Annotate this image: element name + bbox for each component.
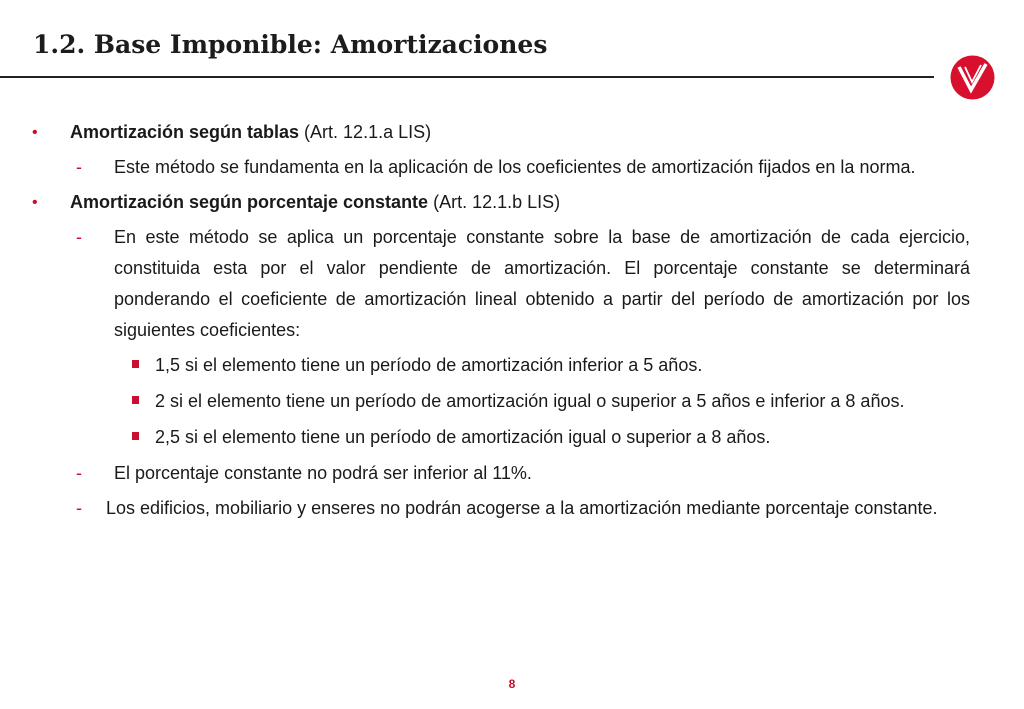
bullet-heading: Amortización según tablas xyxy=(70,122,300,142)
dash-item xyxy=(30,152,970,183)
sub-item-text: 1,5 si el elemento tiene un período de amortización inferior a 5 años. xyxy=(155,355,703,375)
dash-marker: - xyxy=(76,463,82,483)
bullet-heading: Amortización según porcentaje constante xyxy=(70,192,429,212)
sub-item xyxy=(30,422,970,453)
bullet-marker: • xyxy=(32,124,38,141)
dash-text: Los edificios, mobiliario y enseres no podrán acogerse a la amortización mediante porcentaje constante. xyxy=(106,498,938,518)
dash-marker: - xyxy=(76,227,82,247)
page-number: 8 xyxy=(508,677,516,691)
dash-marker: - xyxy=(76,498,82,518)
dash-text: El porcentaje constante no podrá ser inferior al 11%. xyxy=(114,463,532,483)
square-bullet-icon xyxy=(132,360,139,368)
bullet-reference: (Art. 12.1.b LIS) xyxy=(428,192,561,212)
square-bullet-icon xyxy=(132,432,139,440)
sub-item-text: 2 si el elemento tiene un período de amortización igual o superior a 5 años e inferior a 8 años. xyxy=(155,391,905,411)
v-mark-logo-icon xyxy=(950,55,995,100)
dash-item xyxy=(30,458,970,489)
slide-title: 1.2. Base Imponible: Amortizaciones xyxy=(33,30,548,59)
bullet-reference: (Art. 12.1.a LIS) xyxy=(299,122,432,142)
sub-item xyxy=(30,350,970,381)
dash-item xyxy=(30,222,970,346)
bullet-item xyxy=(30,117,970,148)
sub-item-text: 2,5 si el elemento tiene un período de amortización igual o superior a 8 años. xyxy=(155,427,771,447)
title-divider xyxy=(0,76,934,78)
slide-content xyxy=(30,117,970,528)
dash-text: En este método se aplica un porcentaje constante sobre la base de amortización de cada ejercicio, constituida esta por el valor pendiente de amortización. El porcentaje constante se determinará ponderando el coeficiente de amortización lineal obtenido a partir del período de amortización por los siguientes coeficientes: xyxy=(114,227,970,340)
dash-text: Este método se fundamenta en la aplicación de los coeficientes de amortización fijados en la norma. xyxy=(114,157,916,177)
dash-item xyxy=(30,493,970,524)
bullet-marker: • xyxy=(32,194,38,211)
square-bullet-icon xyxy=(132,396,139,404)
bullet-item xyxy=(30,187,970,218)
dash-marker: - xyxy=(76,157,82,177)
sub-item xyxy=(30,386,970,417)
